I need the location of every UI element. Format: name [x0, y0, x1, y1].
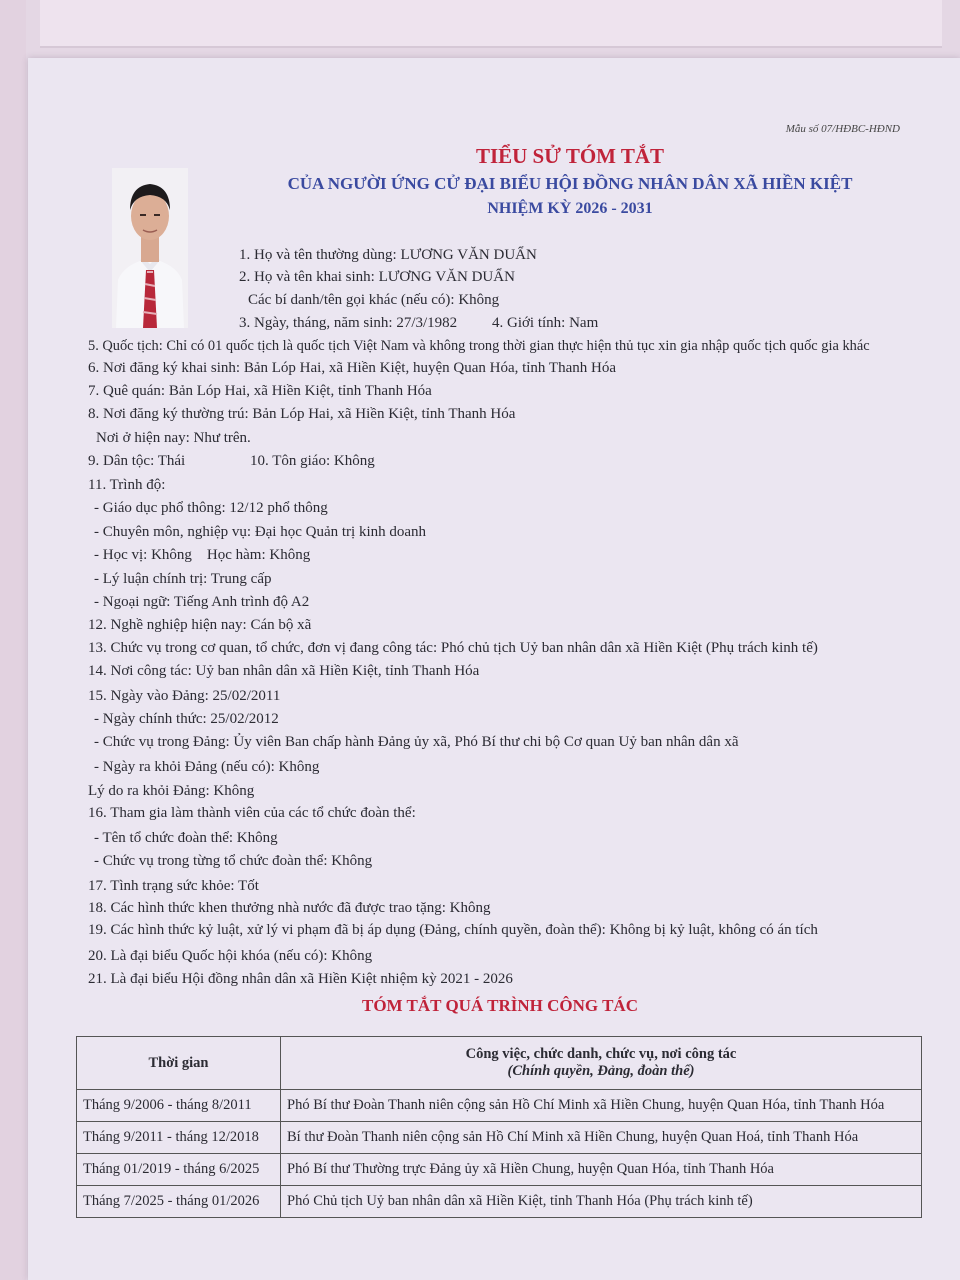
table-row	[77, 1154, 922, 1186]
row-time: Tháng 9/2011 - tháng 12/2018	[77, 1122, 281, 1154]
field-permanent-residence: 8. Nơi đăng ký thường trú: Bản Lóp Hai, xã Hiền Kiệt, tỉnh Thanh Hóa	[88, 406, 516, 422]
header-job-title: Công việc, chức danh, chức vụ, nơi công tác	[465, 1046, 737, 1062]
row-time: Tháng 7/2025 - tháng 01/2026	[77, 1186, 281, 1218]
field-council-member: 21. Là đại biểu Hội đồng nhân dân xã Hiền Kiệt nhiệm kỳ 2021 - 2026	[88, 971, 513, 987]
field-current-residence: Nơi ở hiện nay: Như trên.	[96, 430, 251, 446]
document-subtitle: CỦA NGƯỜI ỨNG CỬ ĐẠI BIỂU HỘI ĐỒNG NHÂN DÂN XÃ HIỀN KIỆT	[287, 174, 853, 193]
field-workplace: 14. Nơi công tác: Uỷ ban nhân dân xã Hiền Kiệt, tỉnh Thanh Hóa	[88, 663, 480, 679]
header-job-subtitle: (Chính quyền, Đảng, đoàn thể)	[507, 1063, 695, 1079]
field-political-theory: - Lý luận chính trị: Trung cấp	[94, 571, 272, 587]
field-nationality: 5. Quốc tịch: Chỉ có 01 quốc tịch là quốc tịch Việt Nam và không trong thời gian thực hiện thủ tục xin gia nhập quốc tịch quốc gia khác	[88, 338, 870, 354]
field-birth-date: 3. Ngày, tháng, năm sinh: 27/3/1982	[239, 315, 458, 331]
field-national-assembly: 20. Là đại biểu Quốc hội khóa (nếu có): Không	[88, 948, 373, 964]
form-code: Mẫu số 07/HĐBC-HĐND	[785, 123, 900, 135]
field-party-leave-date: - Ngày ra khỏi Đảng (nếu có): Không	[94, 759, 320, 775]
row-job: Phó Chủ tịch Uỷ ban nhân dân xã Hiền Kiệt, tỉnh Thanh Hóa (Phụ trách kinh tế)	[281, 1186, 922, 1218]
field-education-heading: 11. Trình độ:	[88, 477, 166, 493]
field-discipline: 19. Các hình thức kỷ luật, xử lý vi phạm đã bị áp dụng (Đảng, chính quyền, đoàn thể): Không bị kỷ luật, không có án tích	[88, 922, 818, 938]
field-specialty: - Chuyên môn, nghiệp vụ: Đại học Quản trị kinh doanh	[94, 524, 427, 540]
row-job: Phó Bí thư Thường trực Đảng ủy xã Hiền Chung, huyện Quan Hóa, tỉnh Thanh Hóa	[281, 1154, 922, 1186]
field-party-official-date: - Ngày chính thức: 25/02/2012	[94, 711, 279, 727]
row-job: Phó Bí thư Đoàn Thanh niên cộng sản Hồ Chí Minh xã Hiền Chung, huyện Quan Hóa, tỉnh Thanh Hóa	[281, 1090, 922, 1122]
row-time: Tháng 9/2006 - tháng 8/2011	[77, 1090, 281, 1122]
field-position: 13. Chức vụ trong cơ quan, tổ chức, đơn vị đang công tác: Phó chủ tịch Uỷ ban nhân dân xã Hiền Kiệt (Phụ trách kinh tế)	[88, 640, 818, 656]
field-gender: 4. Giới tính: Nam	[492, 315, 599, 331]
work-history-table	[76, 1036, 922, 1218]
field-birth-name: 2. Họ và tên khai sinh: LƯƠNG VĂN DUẨN	[239, 269, 515, 285]
field-organizations: 16. Tham gia làm thành viên của các tổ chức đoàn thể:	[88, 805, 416, 821]
field-foreign-language: - Ngoại ngữ: Tiếng Anh trình độ A2	[94, 594, 310, 610]
field-occupation: 12. Nghề nghiệp hiện nay: Cán bộ xã	[88, 617, 312, 633]
field-party-join-date: 15. Ngày vào Đảng: 25/02/2011	[88, 688, 281, 704]
table-row	[77, 1186, 922, 1218]
header-job	[281, 1037, 922, 1090]
table-row	[77, 1122, 922, 1154]
candidate-photo	[112, 168, 188, 328]
field-party-leave-reason: Lý do ra khỏi Đảng: Không	[88, 783, 255, 799]
field-birth-registration: 6. Nơi đăng ký khai sinh: Bản Lóp Hai, xã Hiền Kiệt, huyện Quan Hóa, tỉnh Thanh Hóa	[88, 360, 616, 376]
document-title: TIỂU SỬ TÓM TẮT	[475, 144, 665, 168]
field-aliases: Các bí danh/tên gọi khác (nếu có): Không	[248, 292, 500, 308]
work-history-title: TÓM TẮT QUÁ TRÌNH CÔNG TÁC	[362, 996, 638, 1015]
field-party-position: - Chức vụ trong Đảng: Ủy viên Ban chấp hành Đảng ủy xã, Phó Bí thư chi bộ Cơ quan Uỷ ban nhân dân xã	[94, 734, 739, 750]
field-health: 17. Tình trạng sức khỏe: Tốt	[88, 878, 259, 894]
field-awards: 18. Các hình thức khen thưởng nhà nước đã được trao tặng: Không	[88, 900, 491, 916]
top-sheet-edge	[40, 0, 942, 48]
field-general-education: - Giáo dục phổ thông: 12/12 phổ thông	[94, 500, 328, 516]
table-row	[77, 1090, 922, 1122]
row-time: Tháng 01/2019 - tháng 6/2025	[77, 1154, 281, 1186]
field-degree: - Học vị: Không Học hàm: Không	[94, 547, 311, 563]
field-organization-position: - Chức vụ trong từng tổ chức đoàn thể: Không	[94, 853, 373, 869]
field-common-name: 1. Họ và tên thường dùng: LƯƠNG VĂN DUẨN	[239, 247, 537, 263]
document-term: NHIỆM KỲ 2026 - 2031	[487, 200, 653, 217]
header-time: Thời gian	[77, 1037, 281, 1090]
field-hometown: 7. Quê quán: Bản Lóp Hai, xã Hiền Kiệt, tỉnh Thanh Hóa	[88, 383, 432, 399]
row-job: Bí thư Đoàn Thanh niên cộng sản Hồ Chí Minh xã Hiền Chung, huyện Quan Hoá, tỉnh Thanh Hóa	[281, 1122, 922, 1154]
table-header-row	[77, 1037, 922, 1090]
field-ethnicity: 9. Dân tộc: Thái	[88, 453, 186, 469]
field-religion: 10. Tôn giáo: Không	[250, 453, 375, 469]
field-organization-name: - Tên tổ chức đoàn thể: Không	[94, 830, 278, 846]
